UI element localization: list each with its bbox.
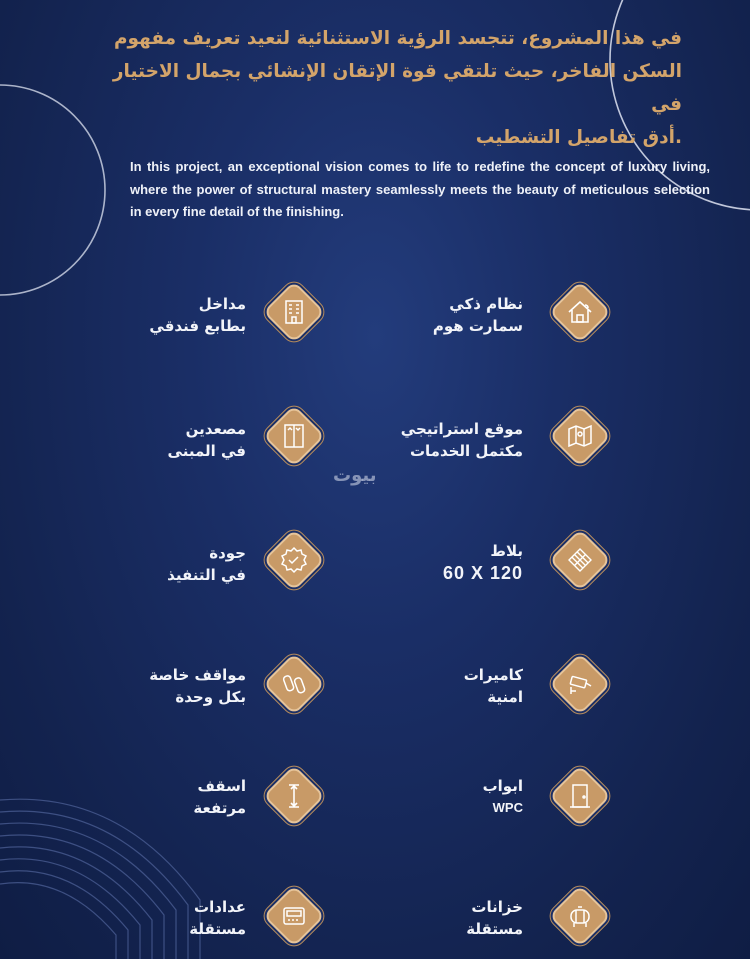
meter-icon	[264, 886, 324, 946]
map-icon	[550, 406, 610, 466]
feature-line2: مكتمل الخدمات	[409, 442, 523, 460]
feature-line2: امنية	[487, 688, 523, 706]
water-tank-icon	[550, 886, 610, 946]
feature-line2: مرتفعة	[193, 799, 246, 817]
feature-line1: كاميرات	[463, 666, 523, 684]
feature-line1: جودة	[209, 544, 246, 562]
arabic-intro-line-3: .أدق تفاصيل التشطيب	[475, 127, 682, 148]
feature-line2: في التنفيذ	[167, 566, 246, 584]
feature-line1: عدادات	[194, 898, 246, 916]
feature-line2: سمارت هوم	[432, 317, 523, 335]
cars-icon	[264, 654, 324, 714]
feature-line2: مستقلة	[189, 920, 246, 938]
feature-line2: مستقلة	[466, 920, 523, 938]
feature-line1: مواقف خاصة	[149, 666, 246, 684]
smart-home-icon	[550, 282, 610, 342]
feature-line1: موقع استراتيجي	[400, 420, 523, 438]
hotel-building-icon	[264, 282, 324, 342]
feature-line1: اسقف	[197, 777, 246, 795]
arabic-intro-line-2: السكن الفاخر، حيث تلتقي قوة الإتقان الإنشائي بجمال الاختيار في	[112, 61, 682, 115]
ceiling-height-icon	[264, 766, 324, 826]
feature-line2: WPC	[492, 800, 523, 815]
feature-line2: بطابع فندقي	[149, 317, 246, 335]
quality-badge-icon	[264, 530, 324, 590]
feature-line1: نظام ذكي	[449, 295, 523, 313]
security-camera-icon	[550, 654, 610, 714]
feature-line1: خزانات	[471, 898, 523, 916]
feature-line1: مصعدين	[185, 420, 246, 438]
feature-line2: بكل وحدة	[175, 688, 246, 706]
elevator-icon	[264, 406, 324, 466]
tiles-icon	[550, 530, 610, 590]
feature-line1: ابواب	[482, 777, 523, 795]
english-intro: In this project, an exceptional vision comes to life to redefine the concept of luxury living, where the power of structural mastery seamlessly meets the beauty of meticulous selection in every fine detail of the finishing.	[130, 159, 710, 219]
feature-line1: بلاط	[490, 542, 523, 560]
feature-line2: 60 X 120	[442, 563, 523, 583]
arabic-intro	[82, 22, 682, 154]
door-icon	[550, 766, 610, 826]
feature-line2: في المبنى	[167, 442, 246, 460]
watermark: بيوت	[333, 465, 377, 486]
arabic-intro-line-1: في هذا المشروع، تتجسد الرؤية الاستثنائية لتعيد تعريف مفهوم	[113, 28, 682, 49]
feature-line1: مداخل	[198, 295, 246, 313]
